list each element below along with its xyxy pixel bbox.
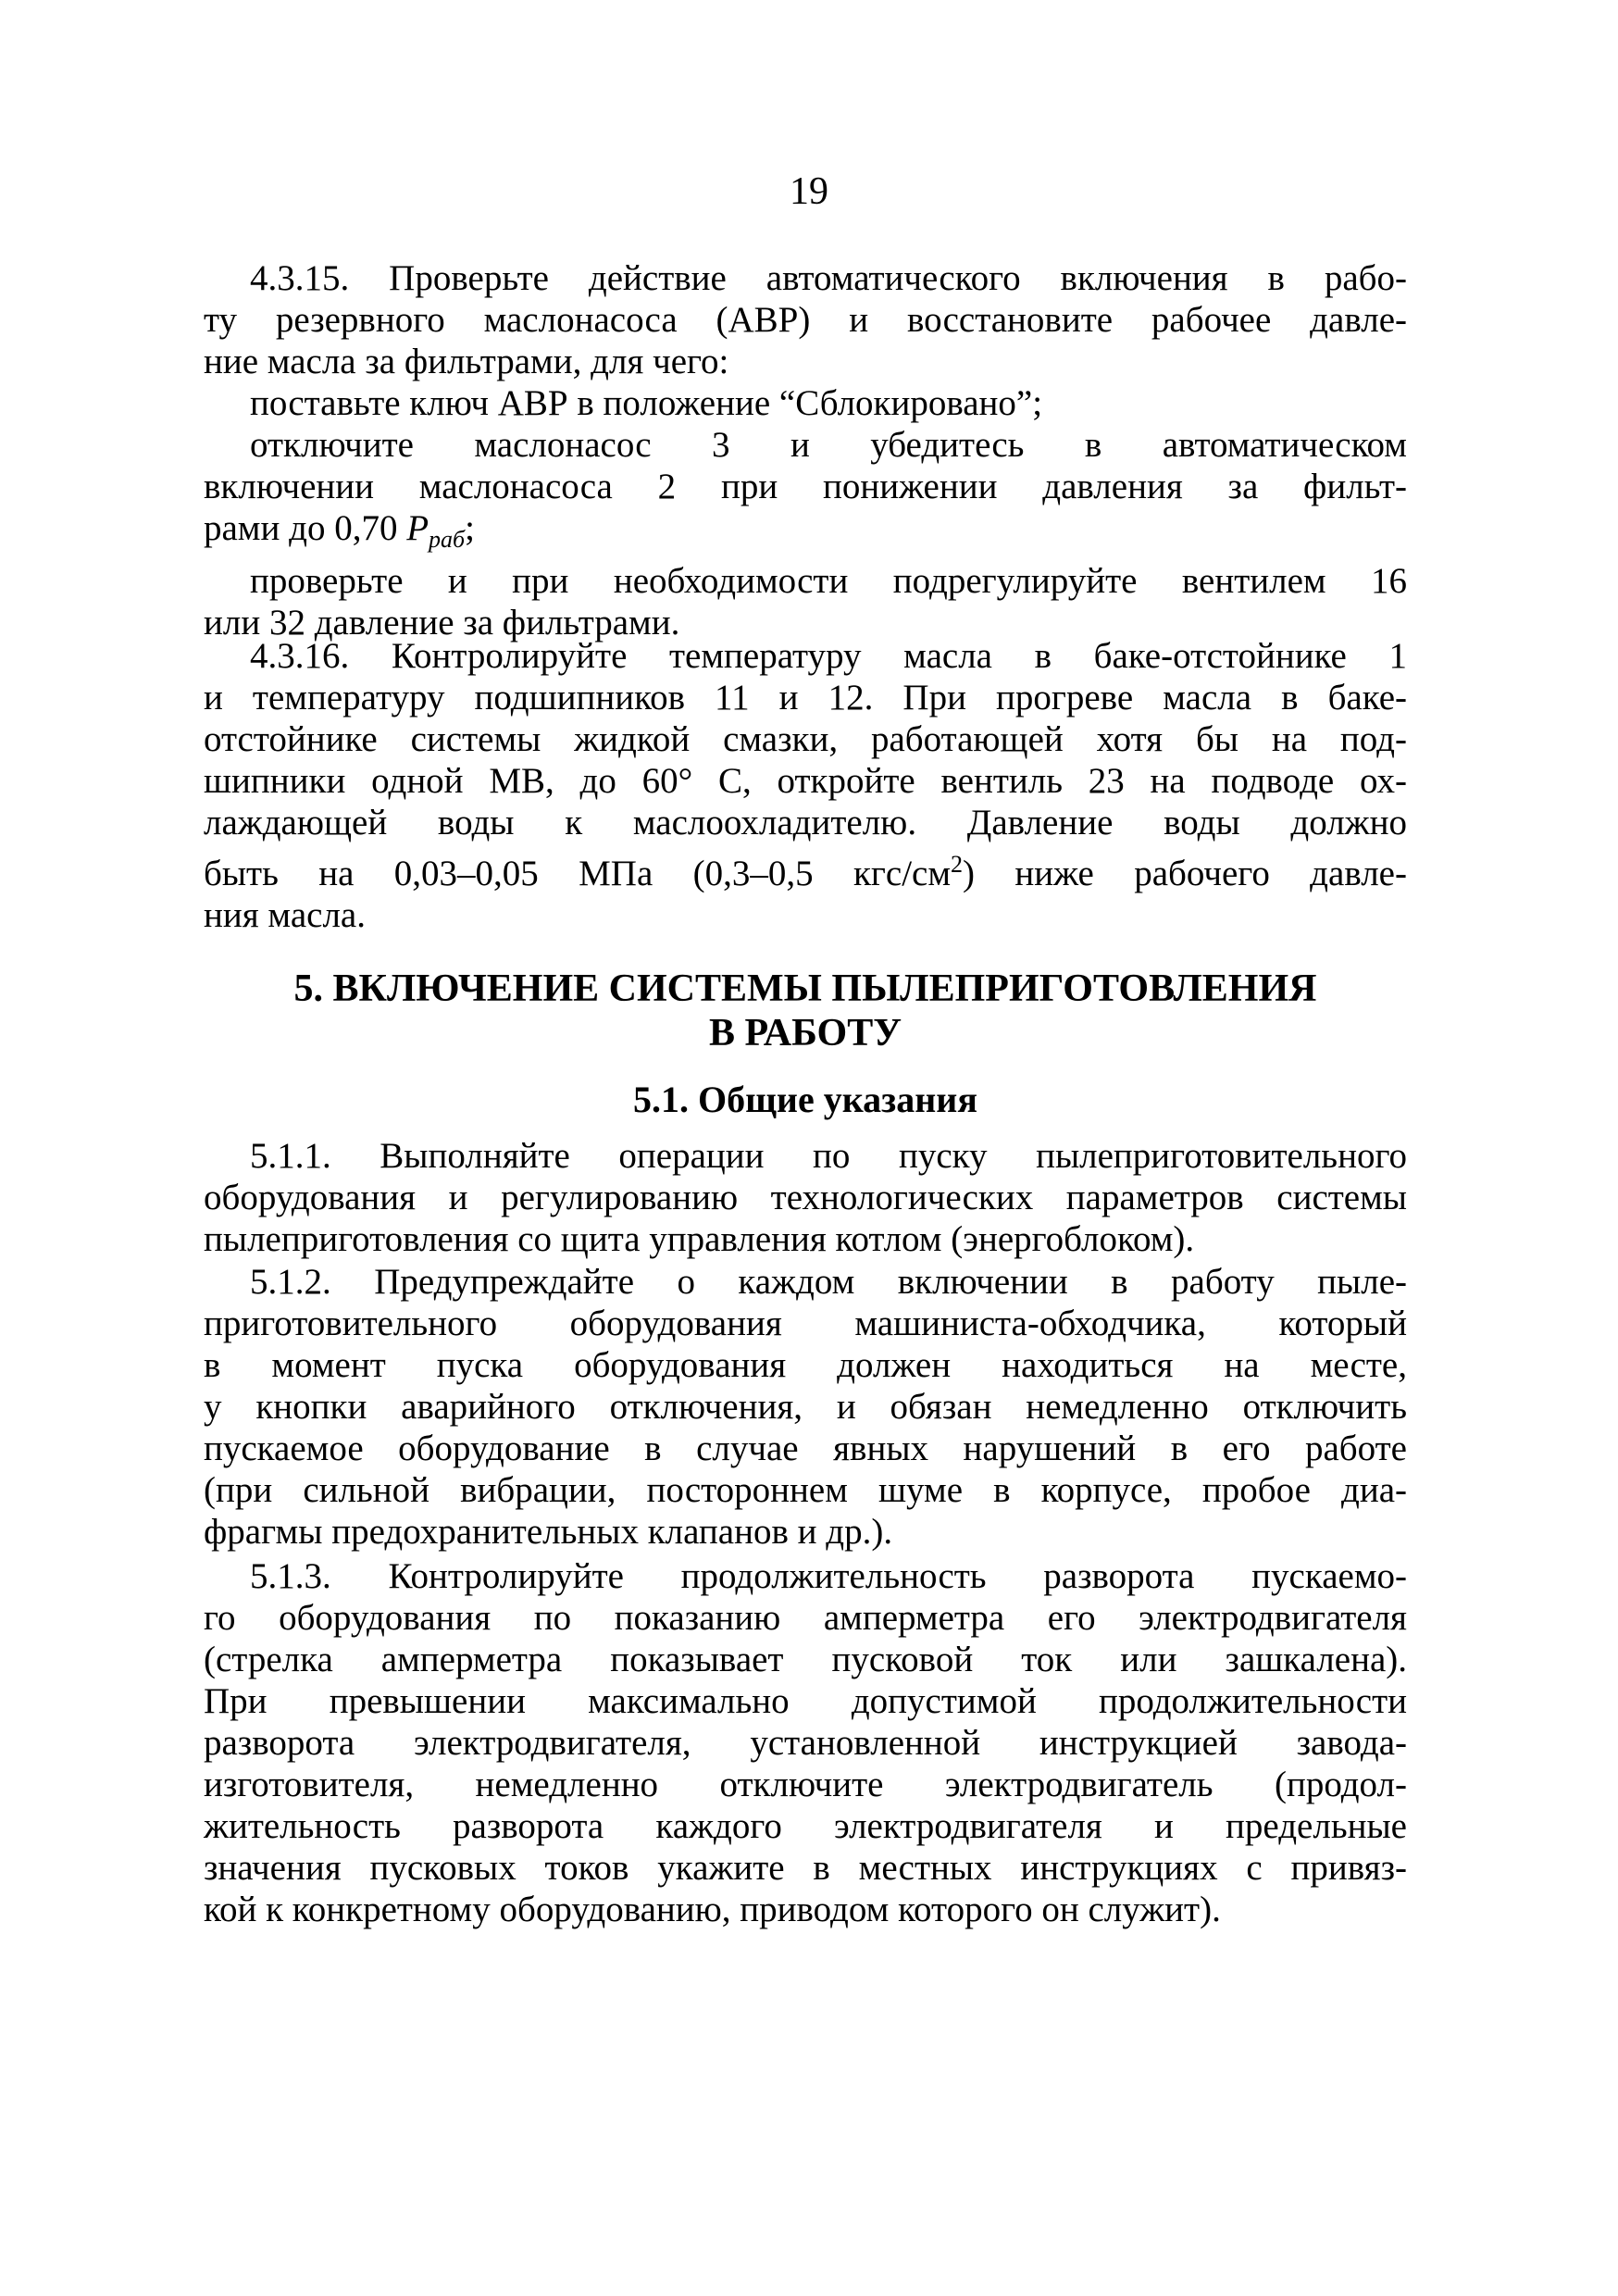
text-line: поставьте ключ АВР в положение “Сблокировано”;: [250, 383, 1043, 423]
text-fragment: рами до 0,70: [204, 508, 407, 548]
text-line: ние масла за фильтрами, для чего:: [204, 342, 729, 381]
text-line: приготовительного оборудования машиниста-обходчика, который: [204, 1304, 1407, 1343]
text-line: [204, 507, 1407, 560]
subsection-heading-5-1: 5.1. Общие указания: [633, 1079, 977, 1120]
text-line: или 32 давление за фильтрами.: [204, 603, 680, 643]
text-line: пускаемое оборудование в случае явных нарушений в его работе: [204, 1429, 1407, 1468]
paragraph-5-1-3: [204, 1555, 1407, 1930]
text-line: лаждающей воды к маслоохладителю. Давление воды должно: [204, 803, 1407, 842]
text-line: ния масла.: [204, 895, 366, 935]
paragraph-5-1-2: [204, 1261, 1407, 1553]
heading-line: В РАБОТУ: [708, 1012, 902, 1054]
text-line: 5.1.2. Предупреждайте о каждом включении в работу пыле-: [250, 1262, 1407, 1302]
text-line: оборудования и регулированию технологических параметров системы: [204, 1178, 1407, 1217]
text-line: (стрелка амперметра показывает пусковой ток или зашкалена).: [204, 1640, 1407, 1679]
text-line: в момент пуска оборудования должен находиться на месте,: [204, 1345, 1407, 1385]
text-line: фрагмы предохранительных клапанов и др.).: [204, 1512, 893, 1552]
text-line: 4.3.16. Контролируйте температуру масла в баке-отстойнике 1: [250, 636, 1407, 676]
paragraph-4-3-16: [204, 635, 1407, 936]
pressure-subscript: раб: [429, 526, 466, 553]
text-line: разворота электродвигателя, установленной инструкцией завода-: [204, 1723, 1407, 1763]
text-line: и температуру подшипников 11 и 12. При прогреве масла в баке-: [204, 678, 1407, 718]
text-line: отключите маслонасос 3 и убедитесь в автоматическом: [250, 425, 1407, 465]
text-line: 5.1.3. Контролируйте продолжительность разворота пускаемо-: [250, 1556, 1407, 1596]
text-line: шипники одной МВ, до 60° С, откройте вентиль 23 на подводе ох-: [204, 761, 1407, 801]
text-line: значения пусковых токов укажите в местных инструкциях с привяз-: [204, 1848, 1407, 1888]
text-line: 4.3.15. Проверьте действие автоматического включения в рабо-: [250, 258, 1407, 298]
text-line: го оборудования по показанию амперметра его электродвигателя: [204, 1598, 1407, 1638]
text-line: жительность разворота каждого электродвигателя и предельные: [204, 1806, 1407, 1846]
text-fragment: ) ниже рабочего давле-: [963, 854, 1407, 893]
text-fragment: быть на 0,03–0,05 МПа (0,3–0,5 кгс/см: [204, 854, 952, 893]
text-line: изготовителя, немедленно отключите электродвигатель (продол-: [204, 1765, 1407, 1804]
pressure-symbol: P: [406, 508, 429, 548]
text-line: у кнопки аварийного отключения, и обязан немедленно отключить: [204, 1387, 1407, 1427]
text-line: ту резервного маслонасоса (АВР) и восстановите рабочее давле-: [204, 300, 1407, 340]
section-heading-5: [204, 967, 1407, 1055]
text-line: проверьте и при необходимости подрегулируйте вентилем 16: [250, 561, 1407, 601]
text-fragment: ;: [465, 508, 475, 548]
paragraph-5-1-1: [204, 1135, 1407, 1260]
page-number: 19: [790, 170, 828, 213]
text-line: 5.1.1. Выполняйте операции по пуску пылеприготовительного: [250, 1136, 1407, 1176]
text-line: [204, 843, 1407, 894]
text-line: включении маслонасоса 2 при понижении давления за фильт-: [204, 467, 1407, 506]
superscript: 2: [951, 851, 964, 878]
text-line: (при сильной вибрации, постороннем шуме в корпусе, пробое диа-: [204, 1470, 1407, 1510]
heading-line: 5. ВКЛЮЧЕНИЕ СИСТЕМЫ ПЫЛЕПРИГОТОВЛЕНИЯ: [293, 967, 1317, 1010]
text-line: отстойнике системы жидкой смазки, работающей хотя бы на под-: [204, 719, 1407, 759]
text-line: При превышении максимально допустимой продолжительности: [204, 1681, 1407, 1721]
text-line: пылеприготовления со щита управления котлом (энергоблоком).: [204, 1219, 1195, 1259]
text-line: кой к конкретному оборудованию, приводом которого он служит).: [204, 1890, 1221, 1929]
paragraph-4-3-15: [204, 257, 1407, 643]
